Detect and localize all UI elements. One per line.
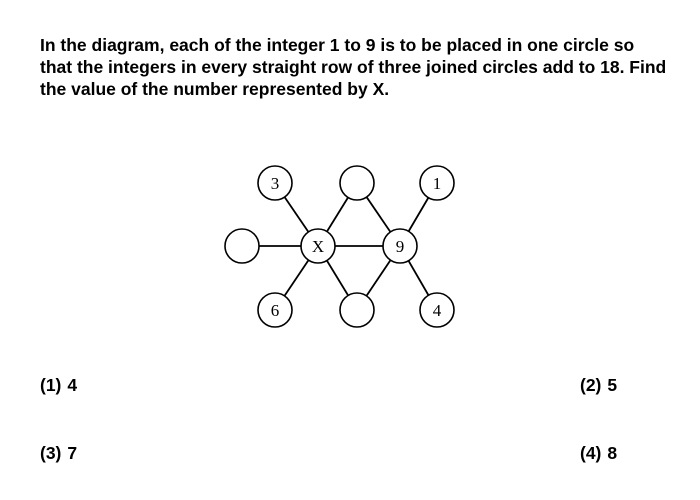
- option-number: (2): [580, 375, 602, 395]
- node-far-left: [225, 229, 259, 263]
- option-value: 7: [67, 443, 78, 463]
- node-label: 9: [395, 237, 405, 256]
- answer-option-3[interactable]: [40, 443, 77, 463]
- node-center-right: [383, 229, 417, 263]
- node-center-left: [301, 229, 335, 263]
- node-top-middle: [340, 166, 374, 200]
- option-number: (3): [40, 443, 62, 463]
- node-top-left: [258, 166, 292, 200]
- option-number: (4): [580, 443, 602, 463]
- option-value: 4: [67, 375, 78, 395]
- option-value: 5: [607, 375, 618, 395]
- node-label: 6: [270, 301, 280, 320]
- node-bottom-right: [420, 293, 454, 327]
- answer-option-2[interactable]: [580, 375, 617, 395]
- node-bottom-middle: [340, 293, 374, 327]
- answer-option-4[interactable]: [580, 443, 617, 463]
- node-label: X: [311, 237, 325, 256]
- option-value: 8: [607, 443, 618, 463]
- question-text: In the diagram, each of the integer 1 to 9 is to be placed in one circle so that the integers in every straight row of three joined circles add to 18. Find the value of the number represented by X.: [40, 35, 667, 99]
- answer-option-1[interactable]: [40, 375, 77, 395]
- node-top-right: [420, 166, 454, 200]
- option-number: (1): [40, 375, 62, 395]
- node-label: 4: [432, 301, 442, 320]
- node-label: 3: [270, 174, 280, 193]
- node-label: 1: [432, 174, 442, 193]
- node-bottom-left: [258, 293, 292, 327]
